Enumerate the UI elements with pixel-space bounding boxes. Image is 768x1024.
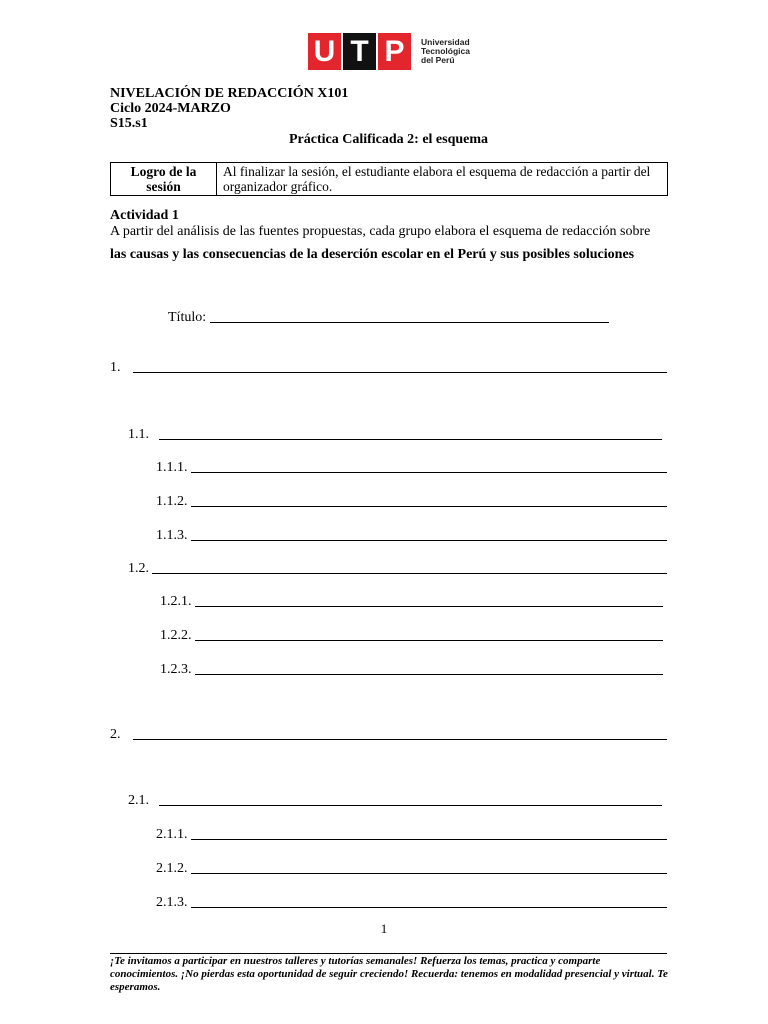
footer-divider (110, 953, 667, 954)
outline-item-2-1-3[interactable]: 2.1.3. (156, 893, 667, 911)
title-label: Título: (168, 310, 207, 325)
activity-instructions: A partir del análisis de las fuentes propuestas, cada grupo elabora el esquema de redacción sobre (110, 224, 651, 239)
logo-letter-p: P (378, 33, 411, 70)
blank-line[interactable] (191, 906, 668, 908)
page-number: 1 (380, 921, 388, 936)
outline-item-1-2-3[interactable]: 1.2.3. (160, 660, 663, 678)
blank-line[interactable] (152, 572, 667, 574)
utp-logo (308, 33, 470, 70)
outline-item-2[interactable]: 2. (110, 725, 667, 743)
footer-note: ¡Te invitamos a participar en nuestros talleres y tutorías semanales! Refuerza los temas, practica y comparte conocimientos. ¡No pierdas esta oportunidad de seguir creciendo! Recuerda: tenemos en modalidad presencial y virtual. Te esperamos. (110, 955, 668, 993)
outline-item-1-2-1[interactable]: 1.2.1. (160, 592, 663, 610)
activity-title: Actividad 1 (110, 208, 179, 223)
outline-item-1-1-2[interactable]: 1.1.2. (156, 492, 667, 510)
outline-item-2-1-2[interactable]: 2.1.2. (156, 859, 667, 877)
outline-item-1[interactable]: 1. (110, 358, 667, 376)
logo-letter-u: U (308, 33, 341, 70)
outline-item-1-1-3[interactable]: 1.1.3. (156, 526, 667, 544)
blank-line[interactable] (191, 471, 668, 473)
blank-line[interactable] (191, 872, 668, 874)
blank-line[interactable] (195, 673, 664, 675)
session-code: S15.s1 (110, 116, 148, 131)
activity-topic: las causas y las consecuencias de la deserción escolar en el Perú y sus posibles soluciones (110, 247, 635, 262)
blank-line[interactable] (195, 639, 664, 641)
blank-line[interactable] (191, 539, 668, 541)
blank-line[interactable] (133, 371, 668, 373)
title-blank-line[interactable] (210, 321, 609, 323)
page-title: Práctica Calificada 2: el esquema (288, 132, 489, 147)
course-name: NIVELACIÓN DE REDACCIÓN X101 (110, 86, 349, 101)
blank-line[interactable] (191, 505, 668, 507)
blank-line[interactable] (191, 838, 668, 840)
course-cycle: Ciclo 2024-MARZO (110, 101, 231, 116)
logo-letter-t: T (343, 33, 376, 70)
outline-item-2-1-1[interactable]: 2.1.1. (156, 825, 667, 843)
outline-item-1-1[interactable]: 1.1. (128, 425, 662, 443)
logro-label: Logro de la sesión (111, 163, 217, 196)
blank-line[interactable] (159, 804, 662, 806)
logro-table (110, 162, 668, 196)
title-field[interactable] (168, 308, 609, 326)
blank-line[interactable] (195, 605, 664, 607)
blank-line[interactable] (133, 738, 668, 740)
logro-text: Al finalizar la sesión, el estudiante elabora el esquema de redacción a partir del organizador gráfico. (217, 163, 668, 196)
outline-item-1-2-2[interactable]: 1.2.2. (160, 626, 663, 644)
outline-item-1-1-1[interactable]: 1.1.1. (156, 458, 667, 476)
outline-item-1-2[interactable]: 1.2. (128, 559, 667, 577)
blank-line[interactable] (159, 438, 662, 440)
outline-item-2-1[interactable]: 2.1. (128, 791, 662, 809)
logo-university-name: Universidad Tecnológica del Perú (421, 37, 470, 65)
